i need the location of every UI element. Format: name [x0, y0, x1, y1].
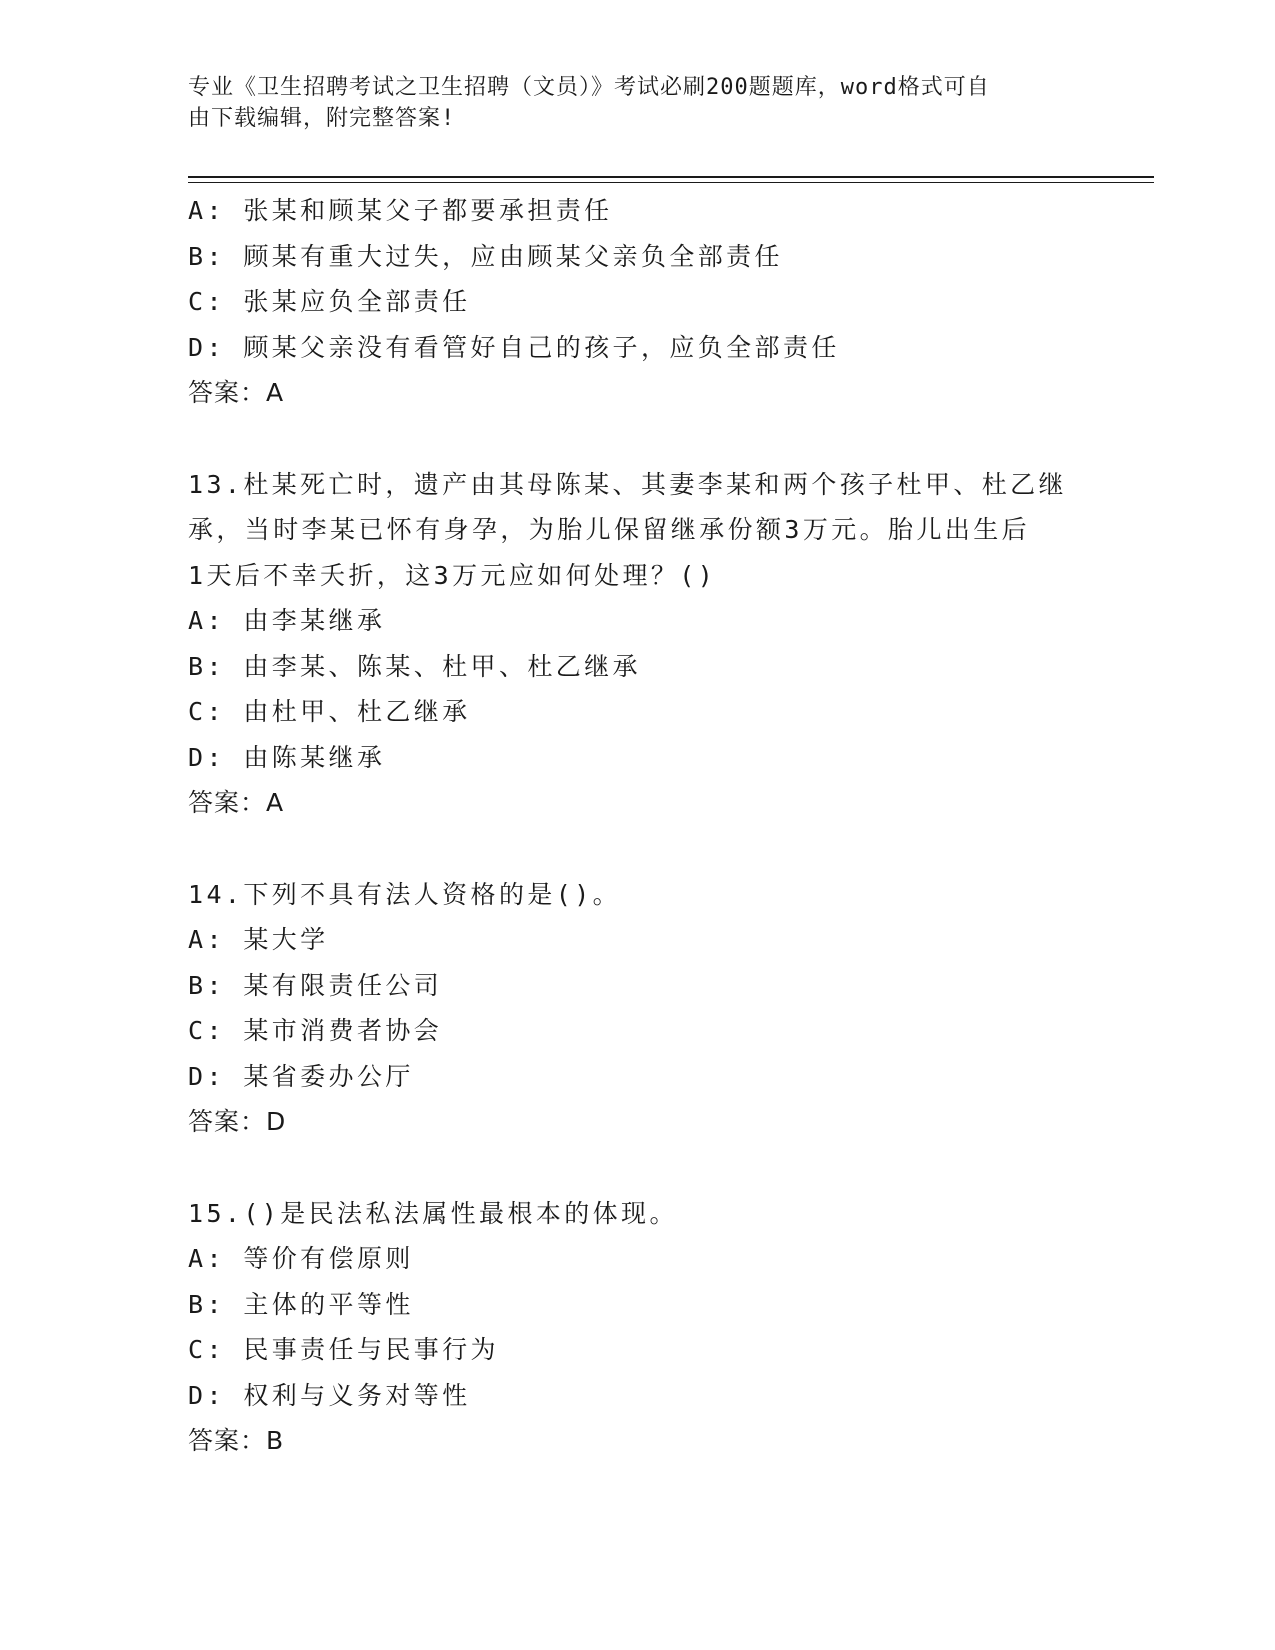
option-a: A: 由李某继承: [188, 606, 386, 635]
question-spacer: [188, 1145, 1088, 1191]
option-d: D: 某省委办公厅: [188, 1061, 414, 1091]
option-b: B: 由李某、陈某、杜甲、杜乙继承: [188, 651, 641, 681]
option-a: A: 某大学: [188, 925, 329, 954]
question-12: [188, 188, 1088, 416]
header-line-2: 由下载编辑，附完整答案!: [188, 106, 456, 131]
option-c: C: 由杜甲、杜乙继承: [188, 697, 471, 726]
question-stem: 承，当时李某已怀有身孕，为胎儿保留继承份额3万元。胎儿出生后: [188, 515, 1031, 544]
question-stem: 14.下列不具有法人资格的是()。: [188, 879, 622, 909]
option-d: D: 权利与义务对等性: [188, 1380, 471, 1410]
question-15: [188, 1191, 1088, 1464]
option-c: C: 某市消费者协会: [188, 1016, 443, 1045]
answer-line: 答案：B: [188, 1426, 285, 1455]
option-b: B: 主体的平等性: [188, 1289, 414, 1319]
question-list: [188, 188, 1088, 1464]
question-13: [188, 462, 1088, 826]
document-header: [188, 72, 1068, 134]
question-stem: 13.杜某死亡时，遗产由其母陈某、其妻李某和两个孩子杜甲、杜乙继: [188, 469, 1067, 499]
question-14: [188, 872, 1088, 1145]
option-d: D: 顾某父亲没有看管好自己的孩子，应负全部责任: [188, 332, 840, 362]
header-line-1: 专业《卫生招聘考试之卫生招聘（文员）》考试必刷200题题库，word格式可自: [188, 75, 990, 100]
question-stem: 1天后不幸夭折，这3万元应如何处理？(): [188, 560, 717, 590]
option-a: A: 张某和顾某父子都要承担责任: [188, 196, 613, 225]
option-c: C: 民事责任与民事行为: [188, 1335, 499, 1364]
answer-line: 答案：A: [188, 378, 285, 407]
question-spacer: [188, 416, 1088, 462]
question-stem: 15.()是民法私法属性最根本的体现。: [188, 1198, 678, 1228]
answer-line: 答案：A: [188, 788, 285, 817]
question-spacer: [188, 826, 1088, 872]
header-divider: [188, 176, 1154, 178]
answer-line: 答案：D: [188, 1107, 287, 1136]
option-b: B: 某有限责任公司: [188, 970, 443, 1000]
option-b: B: 顾某有重大过失，应由顾某父亲负全部责任: [188, 241, 783, 271]
option-d: D: 由陈某继承: [188, 742, 386, 772]
option-c: C: 张某应负全部责任: [188, 287, 471, 316]
header-divider-thin: [188, 182, 1154, 183]
option-a: A: 等价有偿原则: [188, 1244, 414, 1273]
